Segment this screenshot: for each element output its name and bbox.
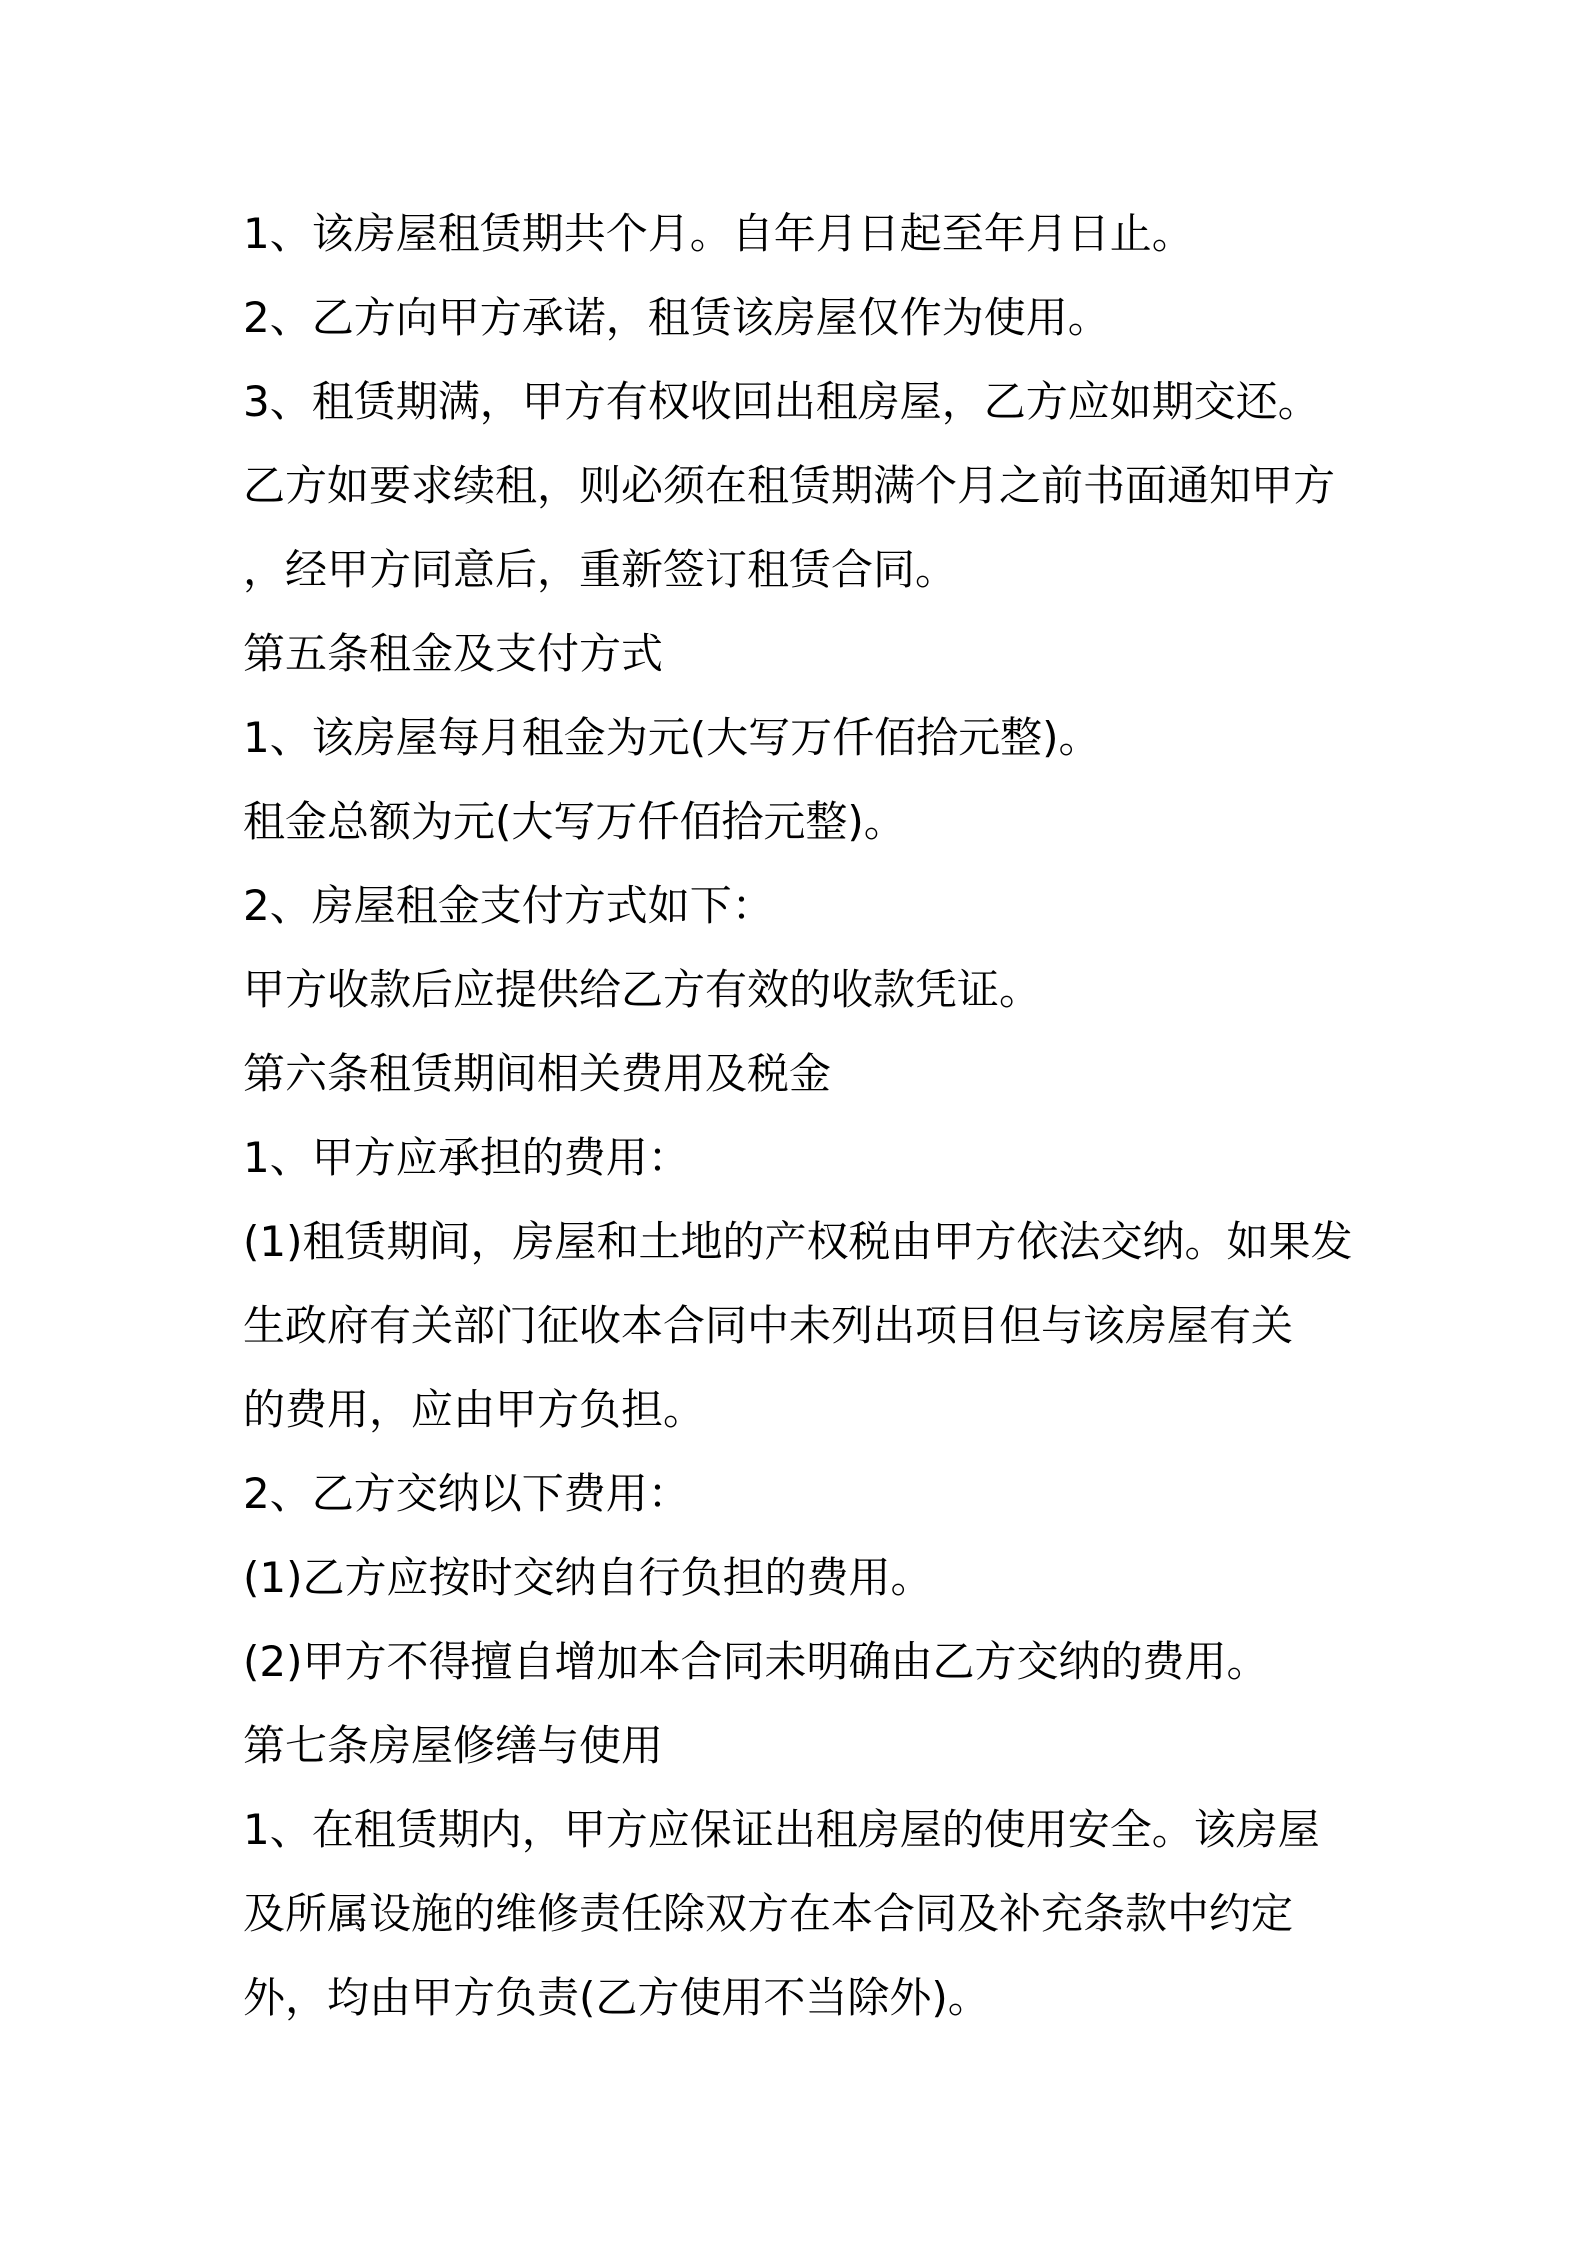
text-line: 1、该房屋每月租金为元(大写万仟佰拾元整)。 — [243, 713, 1101, 762]
section-heading: 第五条租金及支付方式 — [243, 629, 664, 678]
text-line: 2、乙方向甲方承诺，租赁该房屋仅作为使用。 — [243, 293, 1110, 342]
text-line: 2、乙方交纳以下费用： — [243, 1469, 690, 1518]
text-line: 3、租赁期满，甲方有权收回出租房屋，乙方应如期交还。 — [243, 377, 1320, 426]
text-line: 甲方收款后应提供给乙方有效的收款凭证。 — [243, 965, 1042, 1014]
text-line: (2)甲方不得擅自增加本合同未明确由乙方交纳的费用。 — [243, 1637, 1269, 1686]
text-line: (1)租赁期间，房屋和土地的产权税由甲方依法交纳。如果发 — [243, 1217, 1353, 1266]
text-line: 1、在租赁期内，甲方应保证出租房屋的使用安全。该房屋 — [243, 1805, 1320, 1854]
text-line: 1、该房屋租赁期共个月。自年月日起至年月日止。 — [243, 209, 1194, 258]
text-line: (1)乙方应按时交纳自行负担的费用。 — [243, 1553, 933, 1602]
text-line: 及所属设施的维修责任除双方在本合同及补充条款中约定 — [243, 1889, 1294, 1938]
text-line: 1、甲方应承担的费用： — [243, 1133, 690, 1182]
text-line: 外，均由甲方负责(乙方使用不当除外)。 — [243, 1973, 990, 2022]
text-line: 租金总额为元(大写万仟佰拾元整)。 — [243, 797, 906, 846]
section-heading: 第七条房屋修缮与使用 — [243, 1721, 664, 1770]
text-line: ，经甲方同意后，重新签订租赁合同。 — [243, 545, 958, 594]
text-line: 生政府有关部门征收本合同中未列出项目但与该房屋有关 — [243, 1301, 1294, 1350]
section-heading: 第六条租赁期间相关费用及税金 — [243, 1049, 832, 1098]
text-line: 2、房屋租金支付方式如下： — [243, 881, 774, 930]
text-line: 的费用，应由甲方负担。 — [243, 1385, 706, 1434]
document-body — [243, 192, 1383, 2040]
text-line: 乙方如要求续租，则必须在租赁期满个月之前书面通知甲方 — [243, 461, 1336, 510]
